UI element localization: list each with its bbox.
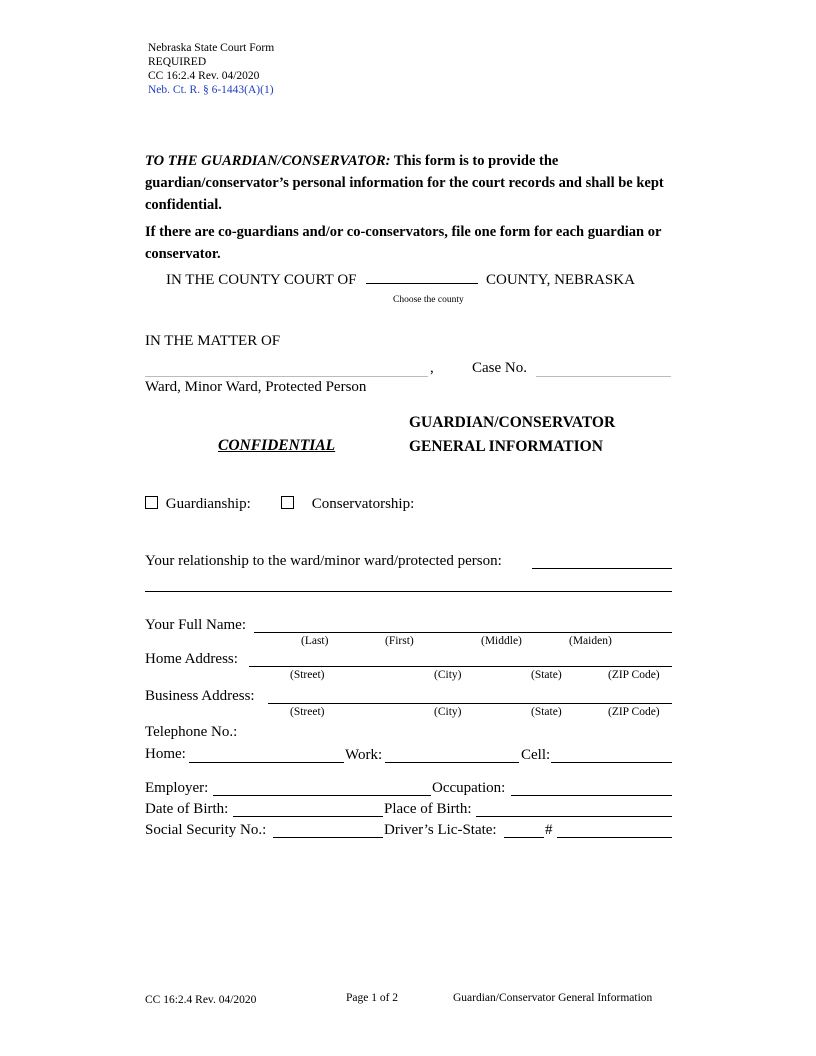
county-hint: Choose the county: [393, 295, 464, 305]
occupation-label: Occupation:: [432, 780, 506, 796]
confidential-label: CONFIDENTIAL: [218, 437, 336, 454]
county-court-suffix: COUNTY, NEBRASKA: [486, 272, 635, 288]
instructions-lead: TO THE GUARDIAN/CONSERVATOR:: [145, 153, 391, 169]
dl-number-label: #: [545, 822, 553, 838]
dl-state-field[interactable]: [504, 837, 544, 838]
phone-home-label: Home:: [145, 746, 186, 762]
name-middle-hint: (Middle): [481, 635, 522, 647]
phone-home-field[interactable]: [189, 762, 344, 763]
business-state-hint: (State): [531, 706, 562, 718]
footer-form-title: Guardian/Conservator General Information: [453, 992, 653, 1004]
ward-label: Ward, Minor Ward, Protected Person: [145, 379, 367, 395]
header-form-code: CC 16:2.4 Rev. 04/2020: [148, 70, 260, 82]
name-first-hint: (First): [385, 635, 414, 647]
business-address-label: Business Address:: [145, 688, 255, 704]
form-header: [148, 41, 274, 97]
employer-label: Employer:: [145, 780, 209, 796]
instructions-p1-text: This form is to provide the guardian/conservator’s personal information for the court records and shall be kept confidential.: [145, 153, 664, 213]
home-address-field[interactable]: [249, 666, 672, 667]
home-state-hint: (State): [531, 669, 562, 681]
dob-label: Date of Birth:: [145, 801, 229, 817]
matter-comma: ,: [430, 360, 434, 376]
instructions-paragraph-1: [145, 150, 685, 216]
pob-field[interactable]: [476, 816, 672, 817]
name-maiden-hint: (Maiden): [569, 635, 612, 647]
full-name-field[interactable]: [254, 632, 672, 633]
phone-cell-field[interactable]: [551, 762, 672, 763]
form-title-line-2: GENERAL INFORMATION: [409, 438, 603, 455]
telephone-label: Telephone No.:: [145, 724, 238, 740]
county-field[interactable]: [366, 282, 478, 284]
form-title: [409, 411, 615, 459]
dl-state-label: Driver’s Lic-State:: [384, 822, 497, 838]
header-state-form: Nebraska State Court Form: [148, 42, 275, 54]
county-court-line: [166, 272, 635, 289]
conservatorship-checkbox[interactable]: [281, 496, 294, 509]
phone-work-label: Work:: [345, 747, 383, 763]
footer-form-code: CC 16:2.4 Rev. 04/2020: [145, 994, 257, 1006]
pob-label: Place of Birth:: [384, 801, 472, 817]
header-required: REQUIRED: [148, 56, 207, 68]
business-street-hint: (Street): [290, 706, 325, 718]
dob-field[interactable]: [233, 816, 383, 817]
name-last-hint: (Last): [301, 635, 329, 647]
conservatorship-row: [281, 496, 414, 513]
matter-title: IN THE MATTER OF: [145, 333, 281, 349]
form-title-line-1: GUARDIAN/CONSERVATOR: [409, 414, 616, 431]
ssn-label: Social Security No.:: [145, 822, 267, 838]
home-street-hint: (Street): [290, 669, 325, 681]
relationship-field-continued[interactable]: [145, 591, 672, 592]
guardianship-checkbox[interactable]: [145, 496, 158, 509]
case-number-field[interactable]: [536, 376, 671, 377]
footer-page-number: Page 1 of 2: [346, 992, 399, 1004]
occupation-field[interactable]: [511, 795, 672, 796]
header-court-rule-link[interactable]: Neb. Ct. R. § 6-1443(A)(1): [148, 84, 274, 96]
instructions: [145, 150, 685, 265]
employer-field[interactable]: [213, 795, 431, 796]
dl-number-field[interactable]: [557, 837, 672, 838]
proceeding-type-row: [145, 496, 251, 513]
full-name-label: Your Full Name:: [145, 617, 246, 633]
business-address-field[interactable]: [268, 703, 672, 704]
phone-work-field[interactable]: [385, 762, 519, 763]
home-zip-hint: (ZIP Code): [608, 669, 660, 681]
relationship-field[interactable]: [532, 568, 672, 569]
home-address-label: Home Address:: [145, 651, 238, 667]
business-zip-hint: (ZIP Code): [608, 706, 660, 718]
case-number-label: Case No.: [472, 360, 527, 376]
ward-name-field[interactable]: [145, 376, 428, 377]
business-city-hint: (City): [434, 706, 462, 718]
conservatorship-label: Conservatorship:: [311, 496, 415, 512]
relationship-label: Your relationship to the ward/minor ward/protected person:: [145, 553, 502, 569]
guardianship-label: Guardianship:: [165, 496, 251, 512]
ssn-field[interactable]: [273, 837, 383, 838]
instructions-paragraph-2: If there are co-guardians and/or co-conservators, file one form for each guardian or conservator.: [145, 224, 662, 262]
county-court-prefix: IN THE COUNTY COURT OF: [166, 272, 357, 288]
home-city-hint: (City): [434, 669, 462, 681]
phone-cell-label: Cell:: [521, 747, 551, 763]
